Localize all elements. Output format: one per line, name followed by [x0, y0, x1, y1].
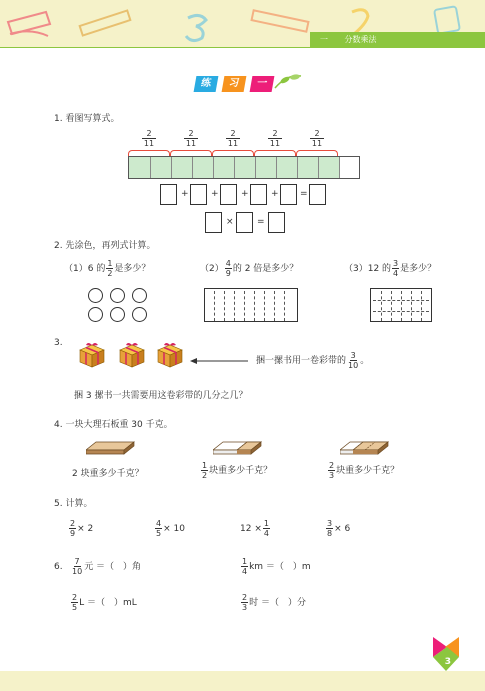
page-header	[0, 0, 485, 48]
times-sign: ×	[226, 217, 234, 227]
strip-fraction-4: 2 11	[269, 129, 281, 148]
fraction-strip	[128, 156, 360, 179]
book-bundle-icon	[78, 342, 106, 368]
page-number: 3	[444, 657, 451, 667]
q4-part-c: $\frac{2}{3}$ 块重多少千克？	[329, 461, 400, 480]
equals-sign: =	[300, 189, 308, 199]
answer-box[interactable]	[309, 184, 326, 205]
q3-arrow-text: 捆一摞书用一卷彩带的 $\frac{3}{10}$ 。	[256, 351, 370, 370]
answer-box[interactable]	[236, 212, 253, 233]
q2-part-b: （2） $\frac{4}{9}$ 的 2 倍是多少？	[200, 259, 299, 278]
leaf-icon	[273, 72, 303, 92]
circle-shape[interactable]	[110, 288, 125, 303]
conversion-4: $\frac{2}{3}$ 时 ＝（ ）分	[242, 593, 306, 612]
exercise-title	[195, 76, 273, 92]
answer-box[interactable]	[190, 184, 207, 205]
q2-part-c: （3）12 的 $\frac{3}{4}$ 是多少？	[344, 259, 437, 278]
conversion-1: $\frac{7}{10}$ 元 ＝（ ）角	[72, 557, 142, 576]
page-footer	[0, 671, 485, 691]
calc-expression-4: $\frac{3}{8}$ × 6	[327, 519, 351, 538]
answer-box[interactable]	[205, 212, 222, 233]
answer-box[interactable]	[280, 184, 297, 205]
ninths-rectangle[interactable]	[204, 288, 298, 322]
plus-sign: +	[211, 189, 219, 199]
book-bundle-icon	[118, 342, 146, 368]
title-badge-2: 习	[222, 76, 247, 92]
q2-label: 2. 先涂色，再列式计算。	[54, 241, 156, 251]
q6-label: 6.	[54, 562, 63, 572]
q4-label: 4. 一块大理石板重 30 千克。	[54, 420, 173, 430]
strip-fraction-2: 2 11	[185, 129, 197, 148]
marble-slab-icon	[340, 441, 390, 455]
calc-expression-2: $\frac{4}{5}$ × 10	[156, 519, 185, 538]
chapter-title: 分数乘法	[344, 35, 377, 44]
calc-expression-3: 12 × $\frac{1}{4}$	[240, 519, 269, 538]
answer-box[interactable]	[220, 184, 237, 205]
plus-sign: +	[271, 189, 279, 199]
circle-shape[interactable]	[132, 288, 147, 303]
q2-part-a: （1）6 的 $\frac{1}{2}$ 是多少？	[64, 259, 151, 278]
calc-expression-1: $\frac{2}{9}$ × 2	[70, 519, 94, 538]
arrow-left-icon	[190, 357, 250, 365]
conversion-2: $\frac{1}{4}$ km ＝（ ）m	[242, 557, 311, 576]
book-bundle-icon	[156, 342, 184, 368]
marble-slab-icon	[86, 441, 136, 455]
equals-sign: =	[257, 217, 265, 227]
chapter-bar	[310, 32, 485, 47]
strip-fraction-1: 2 11	[143, 129, 155, 148]
strip-fraction-5: 2 11	[311, 129, 323, 148]
circle-shape[interactable]	[88, 307, 103, 322]
conversion-3: $\frac{2}{5}$ L ＝（ ）mL	[72, 593, 137, 612]
title-badge-1: 练	[194, 76, 219, 92]
circle-shape[interactable]	[110, 307, 125, 322]
circle-shape[interactable]	[132, 307, 147, 322]
q3-question: 捆 3 摞书一共需要用这卷彩带的几分之几？	[74, 391, 248, 401]
chapter-number: 一	[320, 35, 328, 44]
strip-fraction-3: 2 11	[227, 129, 239, 148]
title-badge-3: 一	[250, 76, 275, 92]
q3-label: 3.	[54, 338, 63, 348]
q5-label: 5. 计算。	[54, 499, 93, 509]
q4-part-b: $\frac{1}{2}$ 块重多少千克？	[202, 461, 273, 480]
plus-sign: +	[181, 189, 189, 199]
answer-box[interactable]	[250, 184, 267, 205]
marble-slab-icon	[213, 441, 263, 455]
answer-box[interactable]	[160, 184, 177, 205]
answer-box[interactable]	[268, 212, 285, 233]
plus-sign: +	[241, 189, 249, 199]
header-rule	[0, 47, 485, 48]
circle-shape[interactable]	[88, 288, 103, 303]
q1-label: 1. 看图写算式。	[54, 114, 120, 124]
q4-part-a: 2 块重多少千克？	[72, 469, 144, 479]
grid-rectangle[interactable]	[370, 288, 432, 322]
